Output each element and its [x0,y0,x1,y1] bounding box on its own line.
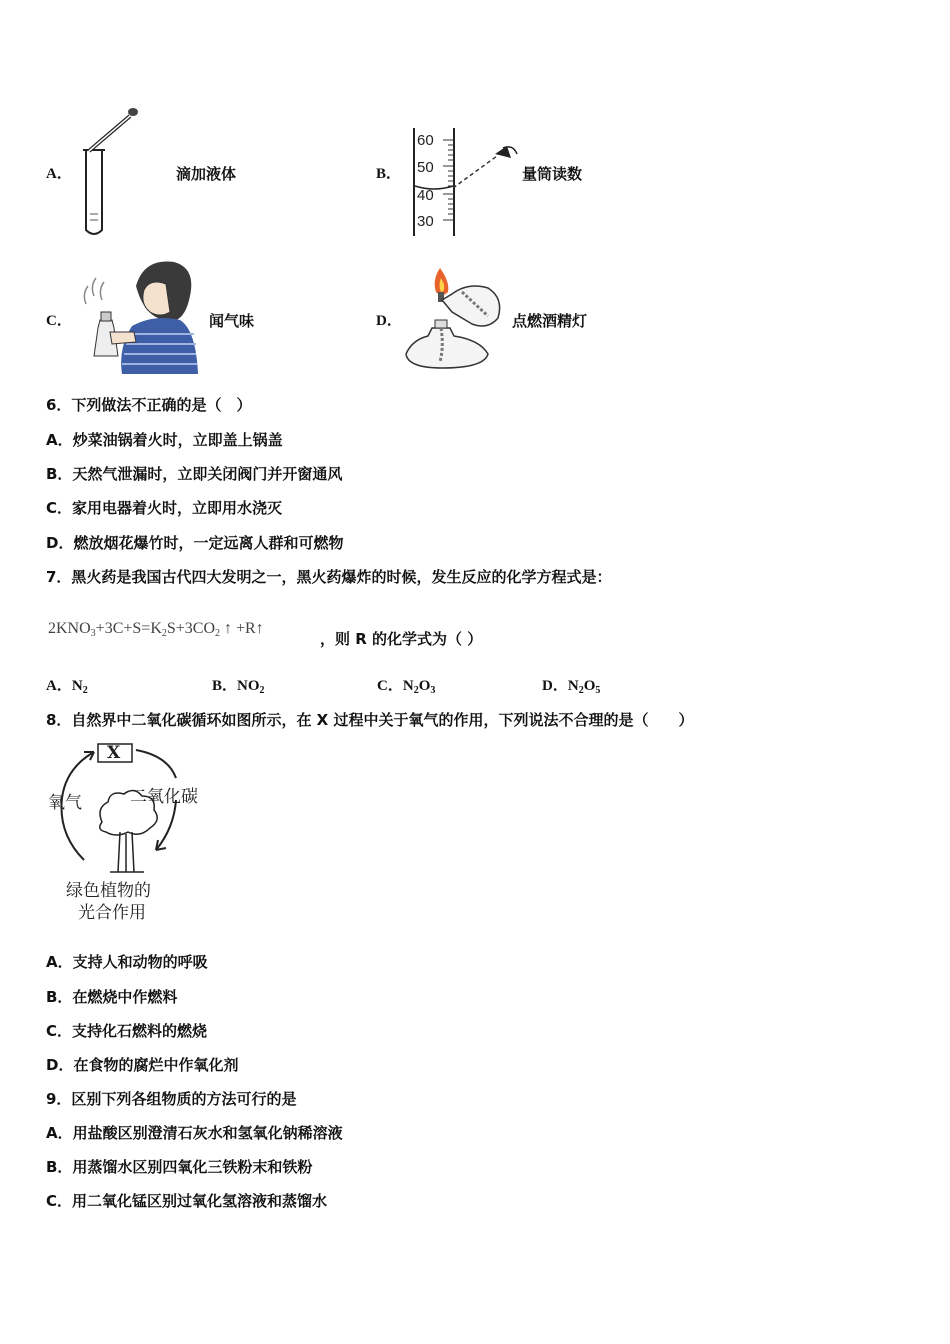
graduated-cylinder-icon [405,124,520,240]
cylinder-tick-60: 60 [417,132,434,149]
cylinder-tick-40: 40 [417,187,434,204]
cycle-photosynthesis-line2: 光合作用 [78,903,146,923]
cycle-process-x-label: X [107,743,121,763]
alcohol-lamp-icon [404,258,508,374]
q5-option-c-letter: C． [46,313,72,329]
q5-option-d-caption: 点燃酒精灯 [512,312,588,330]
q5-option-b-caption: 量筒读数 [522,165,583,183]
q6-question: 6．下列做法不正确的是（ ） [46,396,252,414]
q9-question: 9．区别下列各组物质的方法可行的是 [46,1090,297,1108]
q7-question-tail: ，则 R 的化学式为（ ） [320,630,483,648]
q7-question: 7．黑火药是我国古代四大发明之一，黑火药爆炸的时候，发生反应的化学方程式是： [46,568,612,586]
q8-option-d: D．在食物的腐烂中作氧化剂 [46,1056,239,1074]
q5-option-a-caption: 滴加液体 [176,165,237,183]
q7-option-c: C．$N_2O_3$ [377,678,436,696]
q5-option-a-letter: A． [46,166,72,182]
q8-option-b: B．在燃烧中作燃料 [46,988,178,1006]
q5-option-d-letter: D． [376,313,402,329]
carbon-cycle-diagram [44,738,234,924]
q7-option-b: B．$NO_2$ [212,678,265,696]
q7-option-a: A．$N_2$ [46,678,88,696]
q6-option-c: C．家用电器着火时，立即用水浇灭 [46,499,283,517]
q6-option-a: A．炒菜油锅着火时，立即盖上锅盖 [46,431,283,449]
cylinder-tick-50: 50 [417,159,434,176]
q9-option-c: C．用二氧化锰区别过氧化氢溶液和蒸馏水 [46,1192,328,1210]
q8-option-c: C．支持化石燃料的燃烧 [46,1022,208,1040]
q6-option-b: B．天然气泄漏时，立即关闭阀门并开窗通风 [46,465,343,483]
q8-option-a: A．支持人和动物的呼吸 [46,953,208,971]
smelling-gas-icon [74,256,204,376]
q7-equation: $2KNO_3+3C+S=K_2S+3CO_2$ ↑ +R↑ [48,620,264,639]
dropper-icon [70,104,150,240]
q5-option-c-caption: 闻气味 [209,312,255,330]
q9-option-a: A．用盐酸区别澄清石灰水和氢氧化钠稀溶液 [46,1124,343,1142]
q6-option-d: D．燃放烟花爆竹时，一定远离人群和可燃物 [46,534,344,552]
cylinder-tick-30: 30 [417,213,434,230]
cycle-carbon-dioxide-label: 二氧化碳 [130,787,198,807]
q8-question: 8．自然界中二氧化碳循环如图所示，在 X 过程中关于氧气的作用，下列说法不合理的是（ ） [46,711,694,729]
q9-option-b: B．用蒸馏水区别四氧化三铁粉末和铁粉 [46,1158,313,1176]
cycle-oxygen-label: 氧气 [48,793,82,813]
q5-option-b-letter: B． [376,166,402,182]
q7-option-d: D．$N_2O_5$ [542,678,601,696]
cycle-photosynthesis-line1: 绿色植物的 [66,881,151,901]
